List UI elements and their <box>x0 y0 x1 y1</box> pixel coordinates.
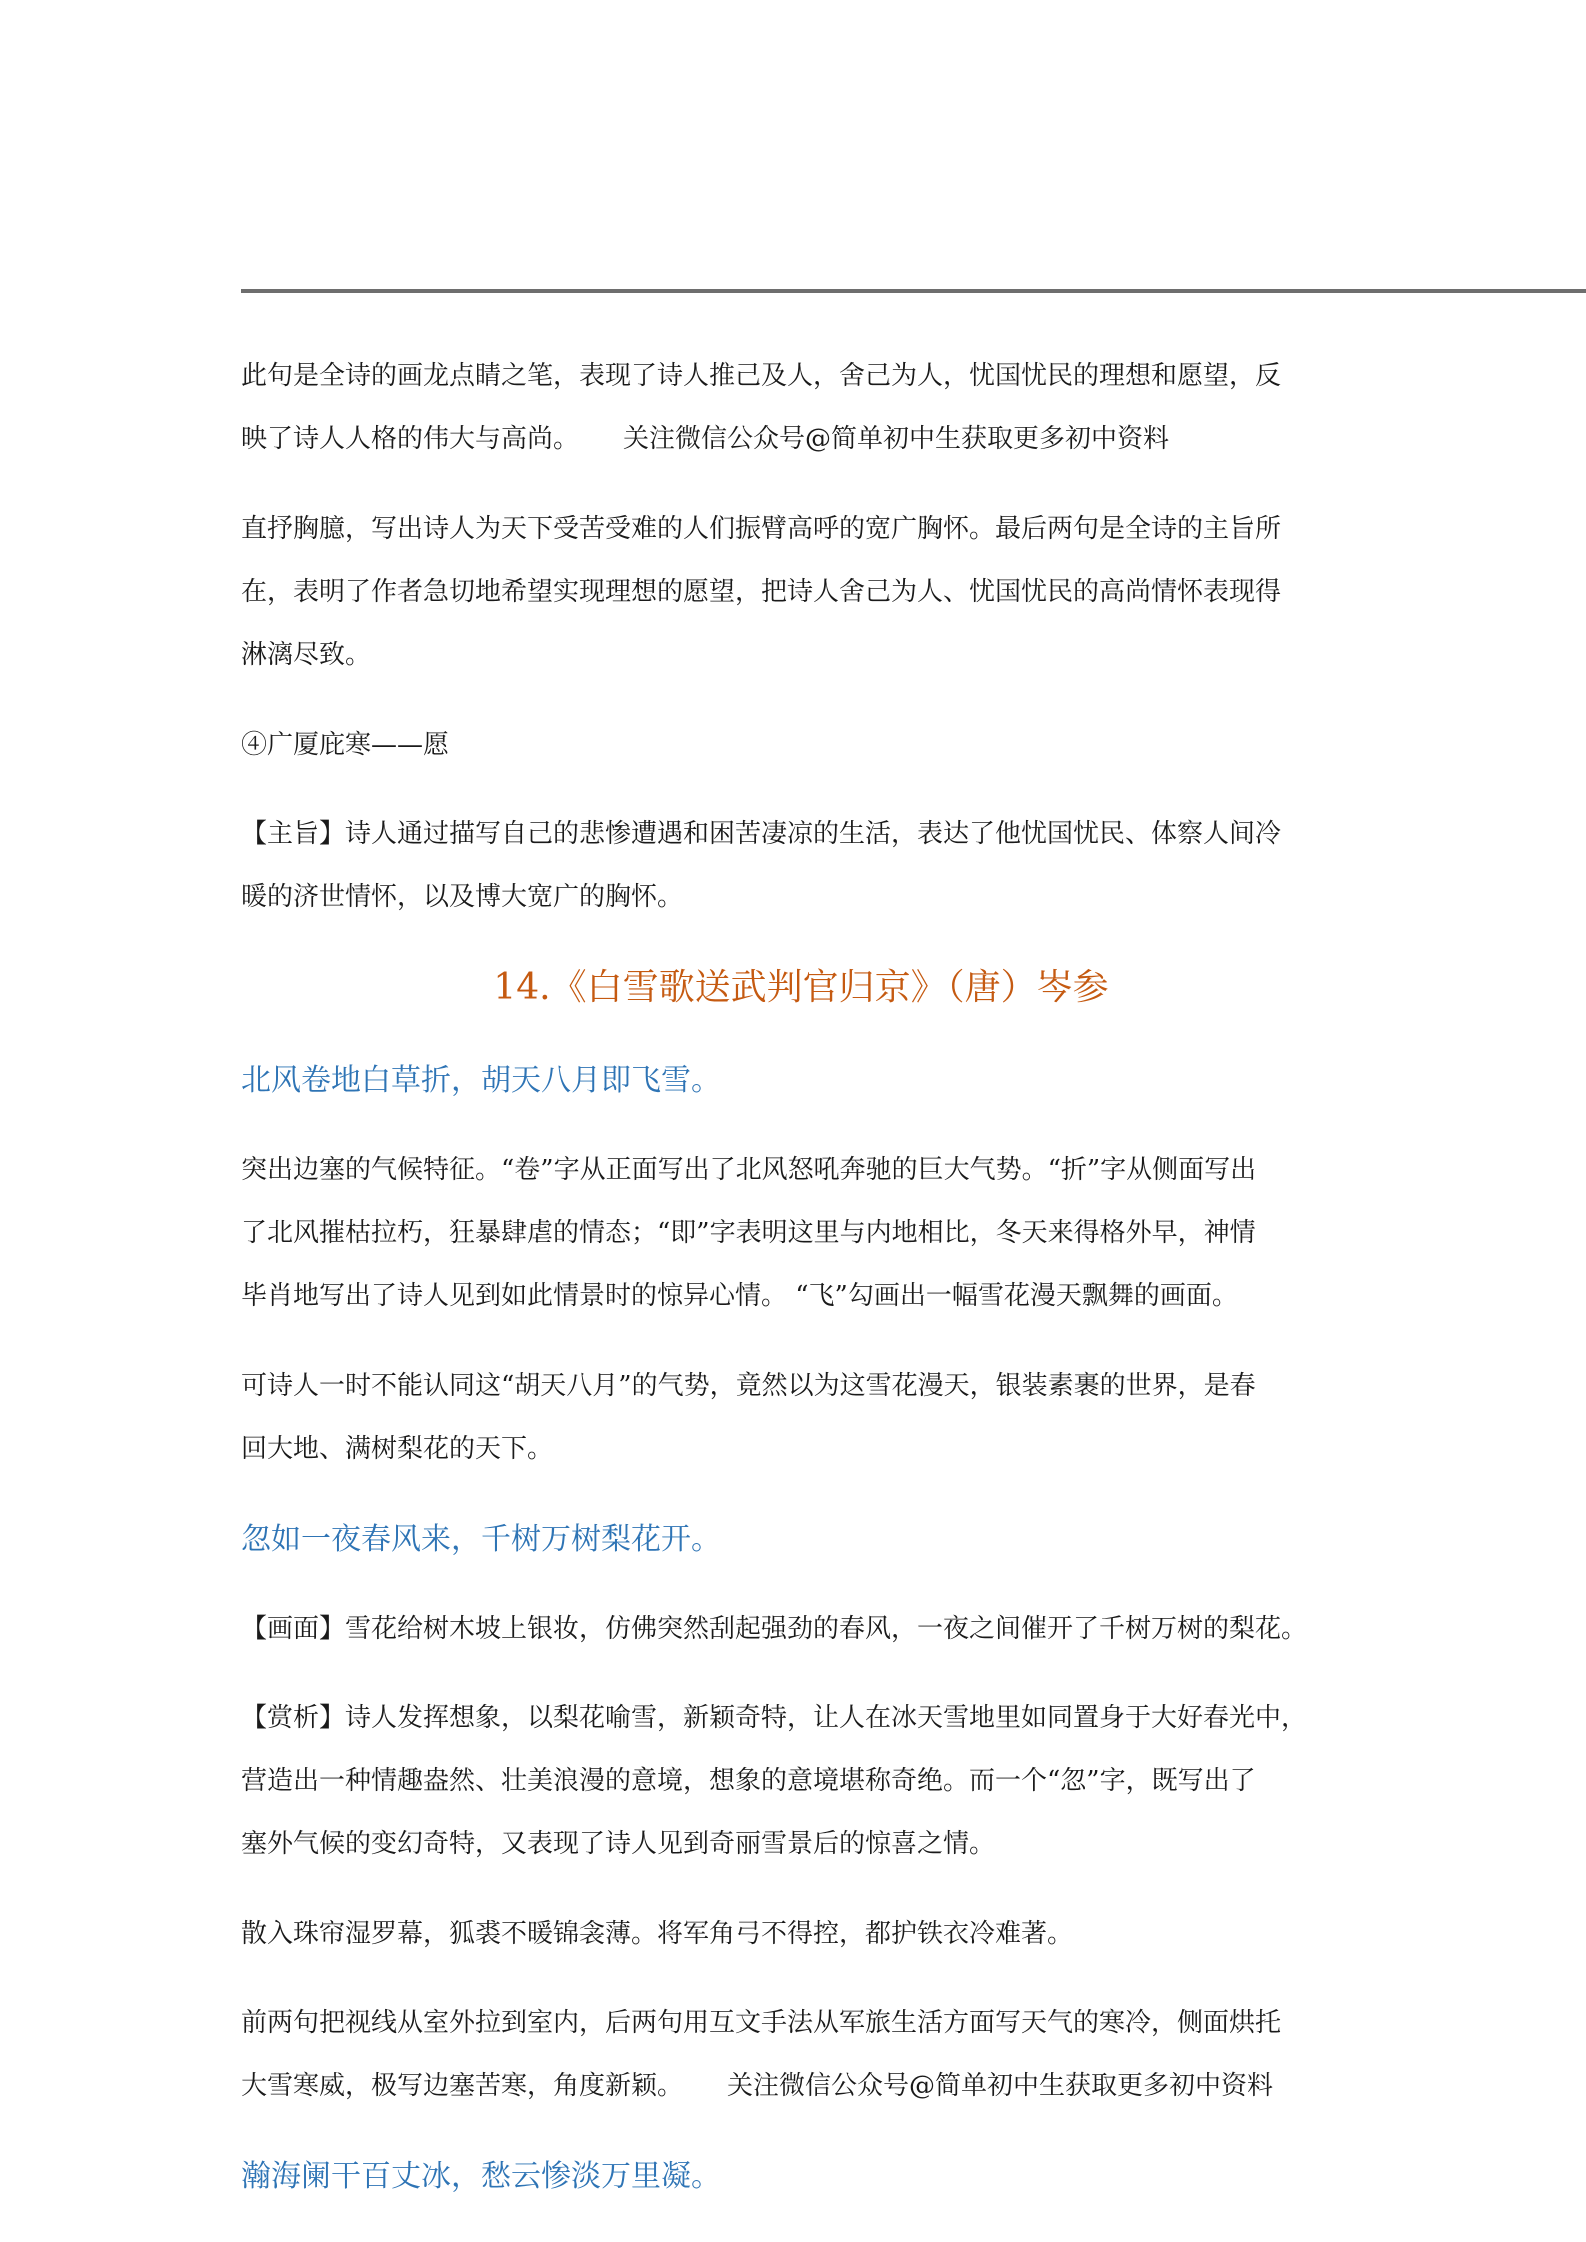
text-line: 【赏析】诗人发挥想象，以梨花喻雪，新颖奇特，让人在冰天雪地里如同置身于大好春光中， <box>241 1703 1308 1733</box>
promo-note: 关注微信公众号@简单初中生获取更多初中资料 <box>623 424 1170 454</box>
verse-line-2: 忽如一夜春风来，千树万树梨花开。 <box>241 1522 721 1557</box>
text-line: 前两句把视线从室外拉到室内，后两句用互文手法从军旅生活方面写天气的寒冷，侧面烘托 <box>241 2008 1282 2038</box>
text-line: 映了诗人人格的伟大与高尚。 <box>241 424 580 454</box>
section-title: 14.《白雪歌送武判官归京》（唐）岑参 <box>493 967 1109 1008</box>
paragraph-theme <box>241 803 1361 929</box>
paragraph-summary-1 <box>241 345 1361 471</box>
paragraph-analysis-3 <box>241 1992 1361 2118</box>
document-body <box>241 345 1361 2235</box>
text-line: 淋漓尽致。 <box>241 640 372 670</box>
header-rule <box>241 289 1586 293</box>
text-line: 【画面】雪花给树木坡上银妆，仿佛突然刮起强劲的春风，一夜之间催开了千树万树的梨花。 <box>241 1614 1308 1644</box>
text-line: 散入珠帘湿罗幕，狐裘不暖锦衾薄。将军角弓不得控，都护铁衣冷难著。 <box>241 1919 1074 1949</box>
verse-line-1: 北风卷地白草折，胡天八月即飞雪。 <box>241 1063 721 1098</box>
paragraph-summary-2 <box>241 498 1361 687</box>
paragraph-analysis-2 <box>241 1355 1361 1481</box>
text-line: 了北风摧枯拉朽，狂暴肆虐的情态；“即”字表明这里与内地相比，冬天来得格外早，神情 <box>241 1218 1256 1248</box>
text-line: ④广厦庇寒——愿 <box>241 730 450 760</box>
text-line: 直抒胸臆，写出诗人为天下受苦受难的人们振臂高呼的宽广胸怀。最后两句是全诗的主旨所 <box>241 514 1282 544</box>
paragraph-verse-text <box>241 1903 1361 1966</box>
text-line: 突出边塞的气候特征。“卷”字从正面写出了北风怒吼奔驰的巨大气势。“折”字从侧面写出 <box>241 1155 1257 1185</box>
paragraph-analysis-1 <box>241 1139 1361 1328</box>
text-line: 毕肖地写出了诗人见到如此情景时的惊异心情。 “飞”勾画出一幅雪花漫天飘舞的画面。 <box>241 1281 1238 1311</box>
promo-note: 关注微信公众号@简单初中生获取更多初中资料 <box>727 2071 1274 2101</box>
verse-line-3: 瀚海阑干百丈冰，愁云惨淡万里凝。 <box>241 2159 721 2194</box>
text-line: 大雪寒威，极写边塞苦寒，角度新颖。 <box>241 2071 684 2101</box>
text-line: 暖的济世情怀，以及博大宽广的胸怀。 <box>241 882 684 912</box>
text-line: 此句是全诗的画龙点睛之笔，表现了诗人推己及人，舍己为人，忧国忧民的理想和愿望，反 <box>241 361 1282 391</box>
text-line: 营造出一种情趣盎然、壮美浪漫的意境，想象的意境堪称奇绝。而一个“忽”字，既写出了 <box>241 1766 1256 1796</box>
paragraph-appreciation <box>241 1687 1361 1876</box>
text-line: 可诗人一时不能认同这“胡天八月”的气势，竟然以为这雪花漫天，银装素裹的世界，是春 <box>241 1371 1256 1401</box>
text-line: 塞外气候的变幻奇特，又表现了诗人见到奇丽雪景后的惊喜之情。 <box>241 1829 996 1859</box>
paragraph-scene <box>241 1598 1361 1661</box>
text-line: 回大地、满树梨花的天下。 <box>241 1434 554 1464</box>
text-line: 【主旨】诗人通过描写自己的悲惨遭遇和困苦凄凉的生活，表达了他忧国忧民、体察人间冷 <box>241 819 1282 849</box>
paragraph-point-4 <box>241 714 1361 777</box>
text-line: 在，表明了作者急切地希望实现理想的愿望，把诗人舍己为人、忧国忧民的高尚情怀表现得 <box>241 577 1282 607</box>
